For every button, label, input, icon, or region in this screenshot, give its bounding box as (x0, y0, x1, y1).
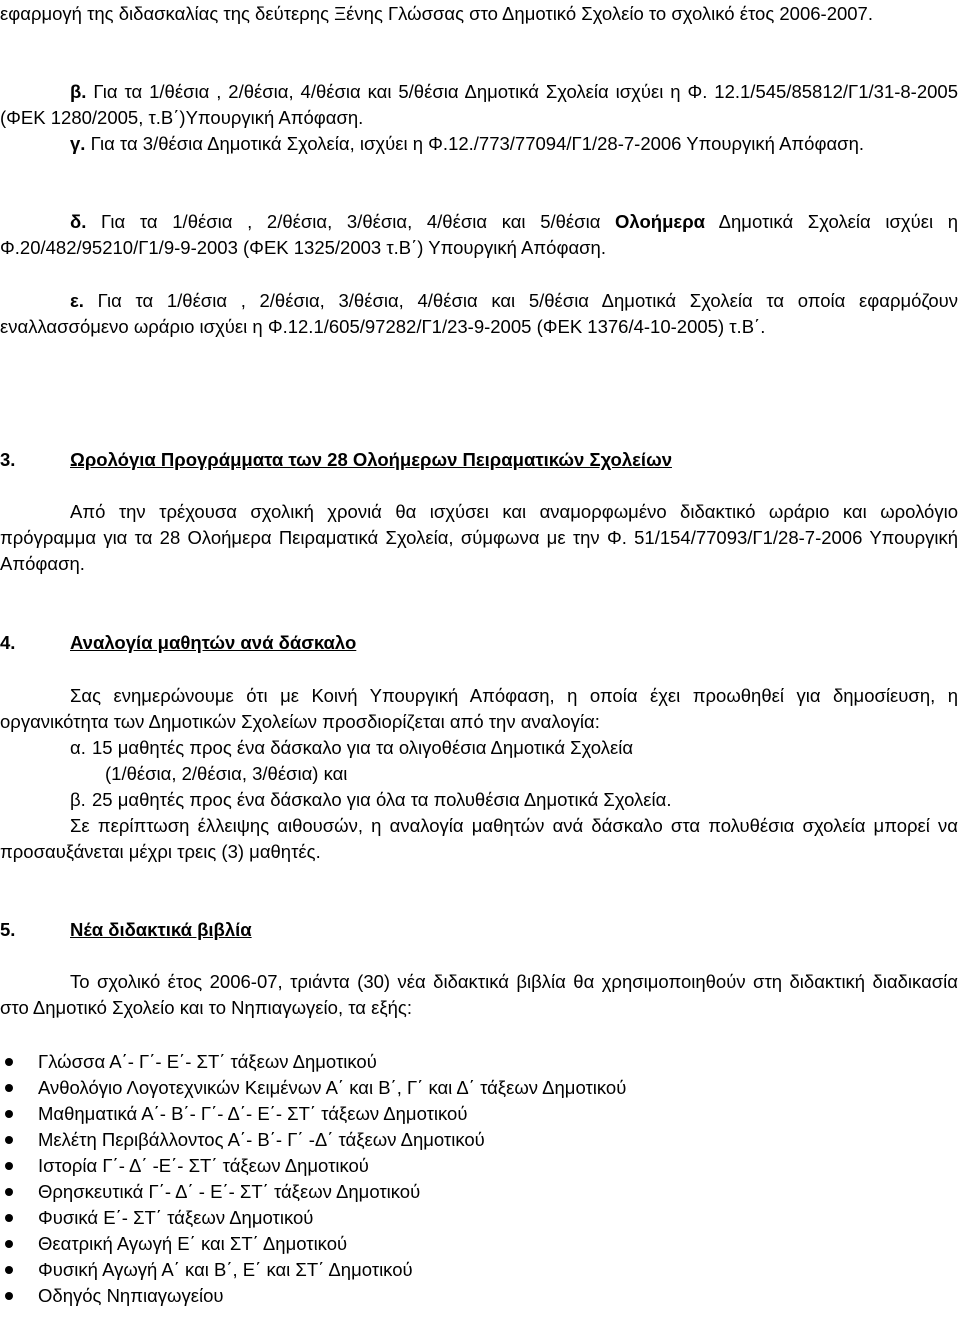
paragraph-text: εφαρμογή της διδασκαλίας της δεύτερης Ξένης Γλώσσας στο Δημοτικό Σχολείο το σχολικό έτος 2006-2007. (0, 3, 873, 24)
section-number: 3. (0, 449, 16, 470)
section-title: Αναλογία μαθητών ανά δάσκαλο (70, 632, 357, 653)
section-number: 5. (0, 919, 16, 940)
paragraph-text: Για τα 3/θέσια Δημοτικά Σχολεία, ισχύει η Φ.12./773/77094/Γ1/28-7-2006 Υπουργική Απόφαση. (85, 133, 865, 154)
paragraph-epsilon (0, 288, 958, 340)
list-item-text: Οδηγός Νηπιαγωγείου (38, 1285, 224, 1306)
bullet-icon (5, 1214, 13, 1222)
paragraph-bold-term: Ολοήμερα (615, 211, 706, 232)
paragraph-beta (0, 79, 958, 131)
bullet-icon (5, 1240, 13, 1248)
list-item (0, 1049, 900, 1075)
list-item-text: Θεατρική Αγωγή Ε΄ και ΣΤ΄ Δημοτικού (38, 1233, 348, 1254)
bullet-icon (5, 1058, 13, 1066)
paragraph-text: Σε περίπτωση έλλειψης αιθουσών, η αναλογία μαθητών ανά δάσκαλο στα πολυθέσια σχολεία μπορεί να προσαυξάνεται μέχρι τρεις (3) μαθητές. (0, 815, 958, 862)
bullet-icon (5, 1136, 13, 1144)
paragraph-text: Σας ενημερώνουμε ότι με Κοινή Υπουργική Απόφαση, η οποία έχει προωθηθεί για δημοσίευση, η οργανικότητα των Δημοτικών Σχολείων προσδιορίζεται από την αναλογία: (0, 685, 958, 732)
bullet-icon (5, 1266, 13, 1274)
list-item-text: 25 μαθητές προς ένα δάσκαλο για όλα τα πολυθέσια Δημοτικά Σχολεία. (92, 789, 672, 810)
section-number: 4. (0, 632, 16, 653)
list-item (0, 1075, 900, 1101)
list-item-text: Ιστορία Γ΄- Δ΄ -Ε΄- ΣΤ΄ τάξεων Δημοτικού (38, 1155, 369, 1176)
list-item-text: Μαθηματικά Α΄- Β΄- Γ΄- Δ΄- Ε΄- ΣΤ΄ τάξεων Δημοτικού (38, 1103, 468, 1124)
section-title: Νέα διδακτικά βιβλία (70, 919, 252, 940)
list-item (0, 1257, 900, 1283)
list-item-text: Φυσικά Ε΄- ΣΤ΄ τάξεων Δημοτικού (38, 1207, 314, 1228)
paragraph-label: ε. (70, 290, 84, 311)
list-item-text: (1/θέσια, 2/θέσια, 3/θέσια) και (105, 763, 348, 784)
section-4-intro (0, 683, 958, 735)
section-3-body (0, 499, 958, 577)
bullet-icon (5, 1162, 13, 1170)
paragraph-text: Δημοτικά Σχολεία ισχύει η Φ.20/482/95210/Γ1/9-9-2003 (ΦΕΚ 1325/2003 τ.Β΄) Υπουργική Απόφαση. (0, 211, 958, 258)
list-item (0, 1205, 900, 1231)
bullet-icon (5, 1188, 13, 1196)
list-item-text: 15 μαθητές προς ένα δάσκαλο για τα ολιγοθέσια Δημοτικά Σχολεία (92, 737, 634, 758)
list-item (0, 1127, 900, 1153)
list-item-label: α. (70, 737, 86, 758)
section-title: Ωρολόγια Προγράμματα των 28 Ολοήμερων Πειραματικών Σχολείων (70, 449, 672, 470)
paragraph-label: β. (70, 81, 87, 102)
bullet-icon (5, 1110, 13, 1118)
paragraph-text: Για τα 1/θέσια , 2/θέσια, 3/θέσια, 4/θέσια και 5/θέσια (86, 211, 616, 232)
bullet-icon (5, 1292, 13, 1300)
paragraph-text: Για τα 1/θέσια , 2/θέσια, 4/θέσια και 5/θέσια Δημοτικά Σχολεία ισχύει η Φ. 12.1/545/85812/Γ1/31-8-2005 (ΦΕΚ 1280/2005, τ.Β΄)Υπουργική Απόφαση. (0, 81, 958, 128)
paragraph-label: γ. (70, 133, 86, 154)
list-item-label: β. (70, 789, 86, 810)
list-item-text: Μελέτη Περιβάλλοντος Α΄- Β΄- Γ΄ -Δ΄ τάξεων Δημοτικού (38, 1129, 485, 1150)
list-item (0, 1101, 900, 1127)
paragraph-intro-continuation (0, 1, 958, 27)
paragraph-delta (0, 209, 958, 261)
paragraph-label: δ. (70, 211, 87, 232)
list-item-text: Φυσική Αγωγή Α΄ και Β΄, Ε΄ και ΣΤ΄ Δημοτικού (38, 1259, 413, 1280)
paragraph-text: Για τα 1/θέσια , 2/θέσια, 3/θέσια, 4/θέσια και 5/θέσια Δημοτικά Σχολεία τα οποία εφαρμόζουν εναλλασσόμενο ωράριο ισχύει η Φ.12.1/605/97282/Γ1/23-9-2005 (ΦΕΚ 1376/4-10-2005) τ.Β΄. (0, 290, 958, 337)
list-item (0, 1179, 900, 1205)
bullet-icon (5, 1084, 13, 1092)
list-item-text: Γλώσσα Α΄- Γ΄- Ε΄- ΣΤ΄ τάξεων Δημοτικού (38, 1051, 377, 1072)
paragraph-text: Το σχολικό έτος 2006-07, τριάντα (30) νέα διδακτικά βιβλία θα χρησιμοποιηθούν στη διδακτική διαδικασία στο Δημοτικό Σχολείο και το Νηπιαγωγείο, τα εξής: (0, 971, 958, 1018)
section-4-note (0, 813, 958, 865)
list-item (0, 1153, 900, 1179)
paragraph-gamma (0, 131, 958, 157)
section-5-intro (0, 969, 958, 1021)
list-item-text: Ανθολόγιο Λογοτεχνικών Κειμένων Α΄ και Β΄, Γ΄ και Δ΄ τάξεων Δημοτικού (38, 1077, 627, 1098)
list-item-text: Θρησκευτικά Γ΄- Δ΄ - Ε΄- ΣΤ΄ τάξεων Δημοτικού (38, 1181, 421, 1202)
paragraph-text: Από την τρέχουσα σχολική χρονιά θα ισχύσει και αναμορφωμένο διδακτικό ωράριο και ωρολόγιο πρόγραμμα για τα 28 Ολοήμερα Πειραματικά Σχολεία, σύμφωνα με την Φ. 51/154/77093/Γ1/28-7-2006 Υπουργική Απόφαση. (0, 501, 958, 574)
list-item (0, 1283, 900, 1309)
list-item (0, 1231, 900, 1257)
